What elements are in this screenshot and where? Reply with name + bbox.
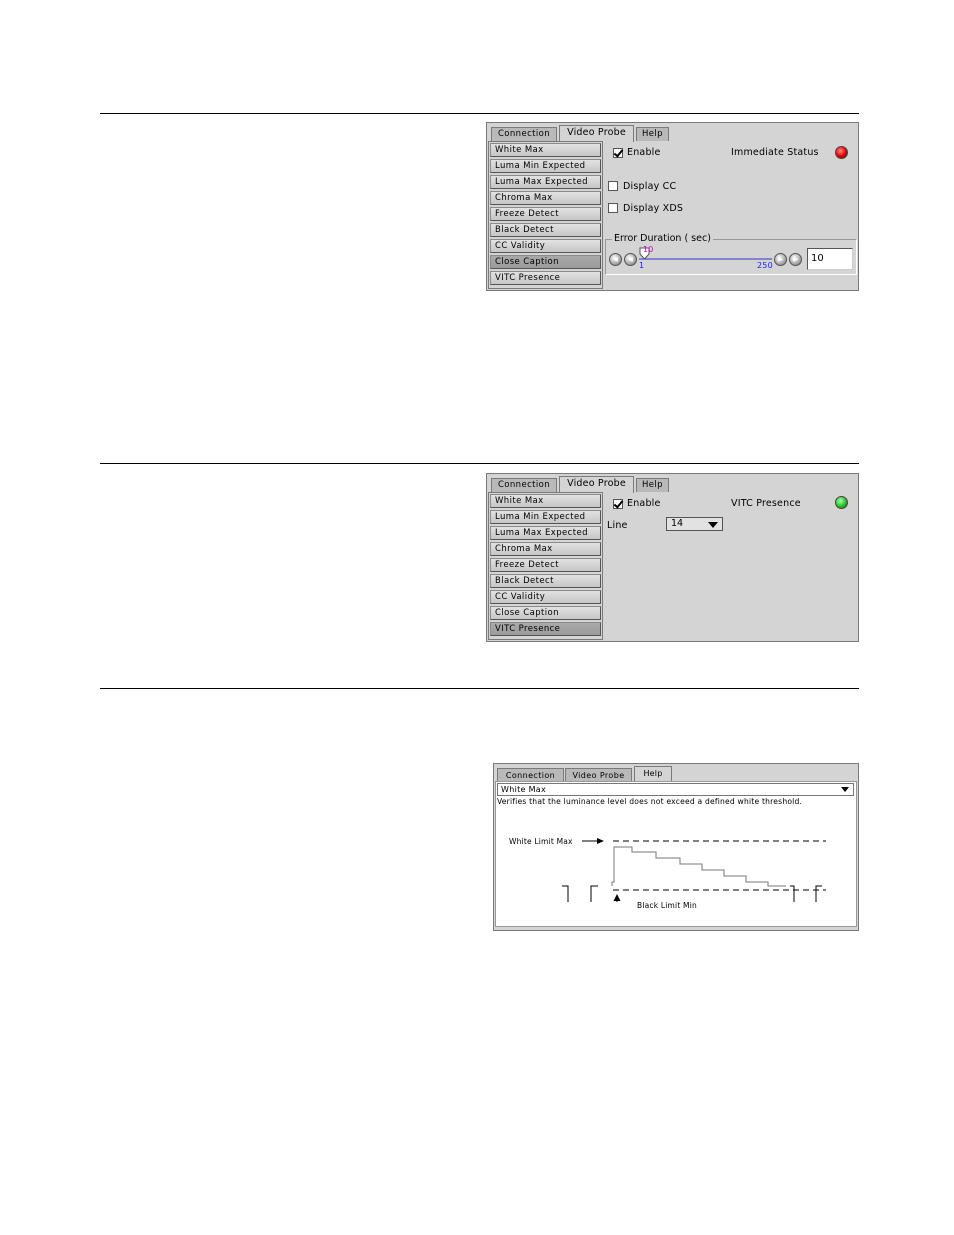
slider-thumb-label: 10 [643, 245, 654, 254]
help-panel [493, 763, 859, 931]
help-description: Verifies that the luminance level does not exceed a defined white threshold. [497, 797, 803, 806]
tab-help[interactable]: Help [634, 766, 672, 783]
close-caption-panel [486, 122, 859, 291]
tab-help[interactable]: Help [636, 478, 669, 492]
enable-checkbox[interactable] [613, 148, 623, 158]
duration-slider[interactable] [635, 242, 775, 272]
display-xds-label: Display XDS [623, 203, 684, 214]
sidebar-item-close-caption[interactable]: Close Caption [490, 606, 601, 620]
error-duration-title: Error Duration ( sec) [614, 233, 711, 244]
slider-max-label: 250 [757, 261, 773, 270]
sidebar-item-luma-max-expected[interactable]: Luma Max Expected [490, 526, 601, 540]
chevron-down-icon [708, 522, 718, 528]
sidebar-item-luma-min-expected[interactable]: Luma Min Expected [490, 159, 601, 173]
enable-checkbox[interactable] [613, 499, 623, 509]
sidebar-item-vitc-presence[interactable]: VITC Presence [490, 622, 601, 636]
line-select[interactable] [666, 517, 723, 531]
sidebar-item-black-detect[interactable]: Black Detect [490, 574, 601, 588]
tab-help[interactable]: Help [636, 127, 669, 141]
sidebar-item-luma-max-expected[interactable]: Luma Max Expected [490, 175, 601, 189]
sidebar-item-white-max[interactable]: White Max [490, 143, 601, 157]
line-select-value: 14 [671, 518, 684, 529]
sidebar-item-chroma-max[interactable]: Chroma Max [490, 542, 601, 556]
sidebar-item-freeze-detect[interactable]: Freeze Detect [490, 558, 601, 572]
close-caption-content [605, 141, 857, 289]
tab-connection[interactable]: Connection [497, 768, 564, 782]
section-divider-top [100, 113, 859, 114]
tab-connection[interactable]: Connection [491, 478, 557, 492]
step-forward-icon[interactable]: ▶ [774, 253, 787, 266]
vitc-presence-content [605, 492, 857, 640]
white-limit-label: White Limit Max [509, 837, 573, 846]
display-cc-label: Display CC [623, 181, 677, 192]
sidebar-item-white-max[interactable]: White Max [490, 494, 601, 508]
tab-connection[interactable]: Connection [491, 127, 557, 141]
sidebar-item-freeze-detect[interactable]: Freeze Detect [490, 207, 601, 221]
enable-label: Enable [627, 147, 661, 158]
sidebar-item-luma-min-expected[interactable]: Luma Min Expected [490, 510, 601, 524]
tab-bar [496, 766, 856, 782]
sidebar-item-vitc-presence[interactable]: VITC Presence [490, 271, 601, 285]
step-back-icon[interactable]: ◀ [624, 253, 637, 266]
jump-start-icon[interactable]: ◀ [609, 253, 622, 266]
jump-end-icon[interactable]: ▶ [789, 253, 802, 266]
status-led-icon [835, 146, 848, 159]
tab-video-probe[interactable]: Video Probe [565, 768, 632, 782]
black-limit-label: Black Limit Min [637, 901, 697, 910]
tab-video-probe[interactable]: Video Probe [559, 476, 634, 493]
sidebar-item-cc-validity[interactable]: CC Validity [490, 239, 601, 253]
section-divider-middle [100, 463, 859, 464]
enable-label: Enable [627, 498, 661, 509]
status-label: VITC Presence [731, 498, 801, 509]
help-content [495, 781, 857, 927]
line-label: Line [607, 520, 628, 531]
sidebar-item-cc-validity[interactable]: CC Validity [490, 590, 601, 604]
slider-min-label: 1 [639, 261, 645, 270]
display-cc-checkbox[interactable] [608, 181, 618, 191]
tab-bar [489, 125, 856, 141]
sidebar-item-black-detect[interactable]: Black Detect [490, 223, 601, 237]
error-duration-input[interactable]: 10 [807, 248, 853, 270]
status-label: Immediate Status [731, 147, 819, 158]
probe-sidebar [488, 141, 603, 289]
probe-sidebar [488, 492, 603, 640]
sidebar-item-chroma-max[interactable]: Chroma Max [490, 191, 601, 205]
status-led-icon [835, 496, 848, 509]
vitc-presence-panel [486, 473, 859, 642]
tab-bar [489, 476, 856, 492]
section-divider-bottom [100, 688, 859, 689]
help-topic-value: White Max [501, 785, 547, 794]
sidebar-item-close-caption[interactable]: Close Caption [490, 255, 601, 269]
display-xds-checkbox[interactable] [608, 203, 618, 213]
tab-video-probe[interactable]: Video Probe [559, 125, 634, 142]
